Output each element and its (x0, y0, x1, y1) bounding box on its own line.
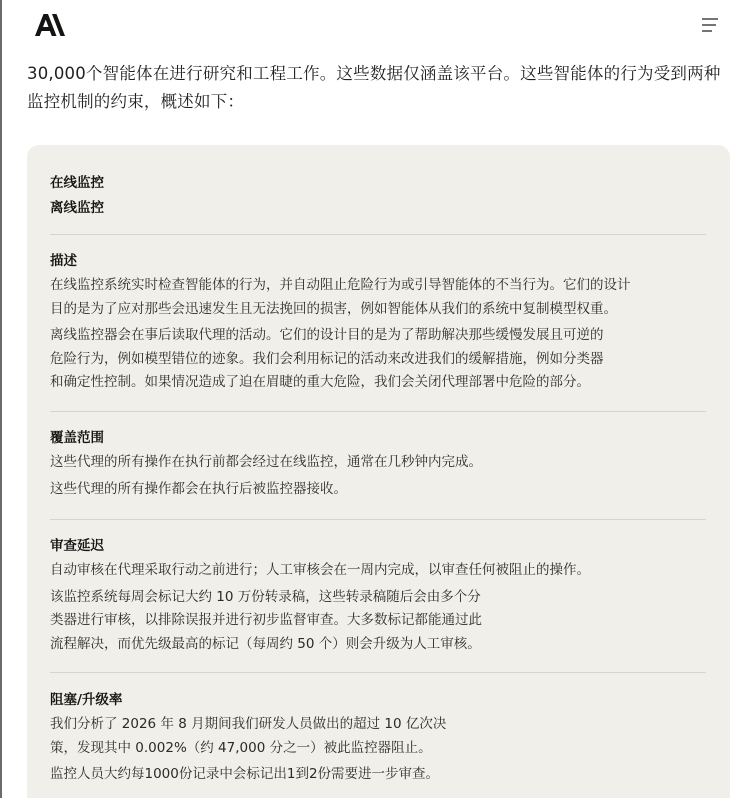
window-left-border (0, 0, 2, 798)
monitor-titles (50, 171, 706, 221)
description-section (50, 249, 706, 395)
coverage-heading: 覆盖范围 (50, 430, 104, 446)
review-latency-offline-line: 该监控系统每周会标记大约 10 万份转录稿，这些转录稿随后会由多个分 (50, 588, 481, 605)
coverage-section (50, 426, 706, 501)
coverage-offline-line: 这些代理的所有操作都会在执行后被监控器接收。 (50, 480, 347, 497)
description-heading: 描述 (50, 253, 77, 269)
divider (50, 234, 706, 235)
divider (50, 672, 706, 673)
block-rate-online-line: 我们分析了 2026 年 8 月期间我们研发人员做出的超过 10 亿次决 (50, 716, 447, 732)
top-bar (0, 0, 747, 52)
description-online-line: 目的是为了应对那些会迅速发生且无法挽回的损害，例如智能体从我们的系统中复制模型权重。 (50, 300, 617, 317)
block-rate-offline-line: 监控人员大约每1000份记录中会标记出1到2份需要进一步审查。 (50, 766, 440, 782)
description-offline-line: 和确定性控制。如果情况造成了迫在眉睫的重大危险，我们会关闭代理部署中危险的部分。 (50, 374, 590, 390)
review-latency-offline-line: 类器进行审核，以排除误报并进行初步监督审查。大多数标记都能通过此 (50, 612, 482, 628)
description-offline-line: 危险行为，例如模型错位的迹象。我们会利用标记的活动来改进我们的缓解措施，例如分类器 (50, 350, 604, 367)
review-latency-section (50, 534, 706, 656)
hamburger-menu-icon[interactable] (696, 14, 724, 36)
review-latency-offline-line: 流程解决，而优先级最高的标记（每周约 50 个）则会升级为人工审核。 (50, 635, 481, 652)
divider (50, 519, 706, 520)
divider (50, 411, 706, 412)
block-rate-section (50, 688, 706, 787)
review-latency-heading: 审查延迟 (50, 538, 104, 554)
description-offline-line: 离线监控器会在事后读取代理的活动。它们的设计目的是为了帮助解决那些缓慢发展且可逆的 (50, 327, 604, 343)
block-rate-online-line: 策，发现其中 0.002%（约 47,000 分之一）被此监控器阻止。 (50, 739, 432, 756)
online-monitor-title: 在线监控 (50, 175, 104, 191)
intro-paragraph (27, 60, 733, 116)
block-rate-heading: 阻塞/升级率 (50, 692, 123, 708)
coverage-online-line: 这些代理的所有操作在执行前都会经过在线监控，通常在几秒钟内完成。 (50, 454, 482, 470)
review-latency-online-line: 自动审核在代理采取行动之前进行；人工审核会在一周内完成，以审查任何被阻止的操作。 (50, 562, 590, 578)
monitoring-comparison-card (27, 145, 730, 798)
anthropic-logo-icon[interactable] (33, 13, 67, 37)
offline-monitor-title: 离线监控 (50, 200, 104, 216)
description-online-line: 在线监控系统实时检查智能体的行为，并自动阻止危险行为或引导智能体的不当行为。它们的设计 (50, 277, 631, 293)
intro-line-1: 30,000个智能体在进行研究和工程工作。这些数据仅涵盖该平台。这些智能体的行为受到两种 (27, 64, 721, 83)
intro-line-2: 监控机制的约束，概述如下： (27, 92, 245, 111)
